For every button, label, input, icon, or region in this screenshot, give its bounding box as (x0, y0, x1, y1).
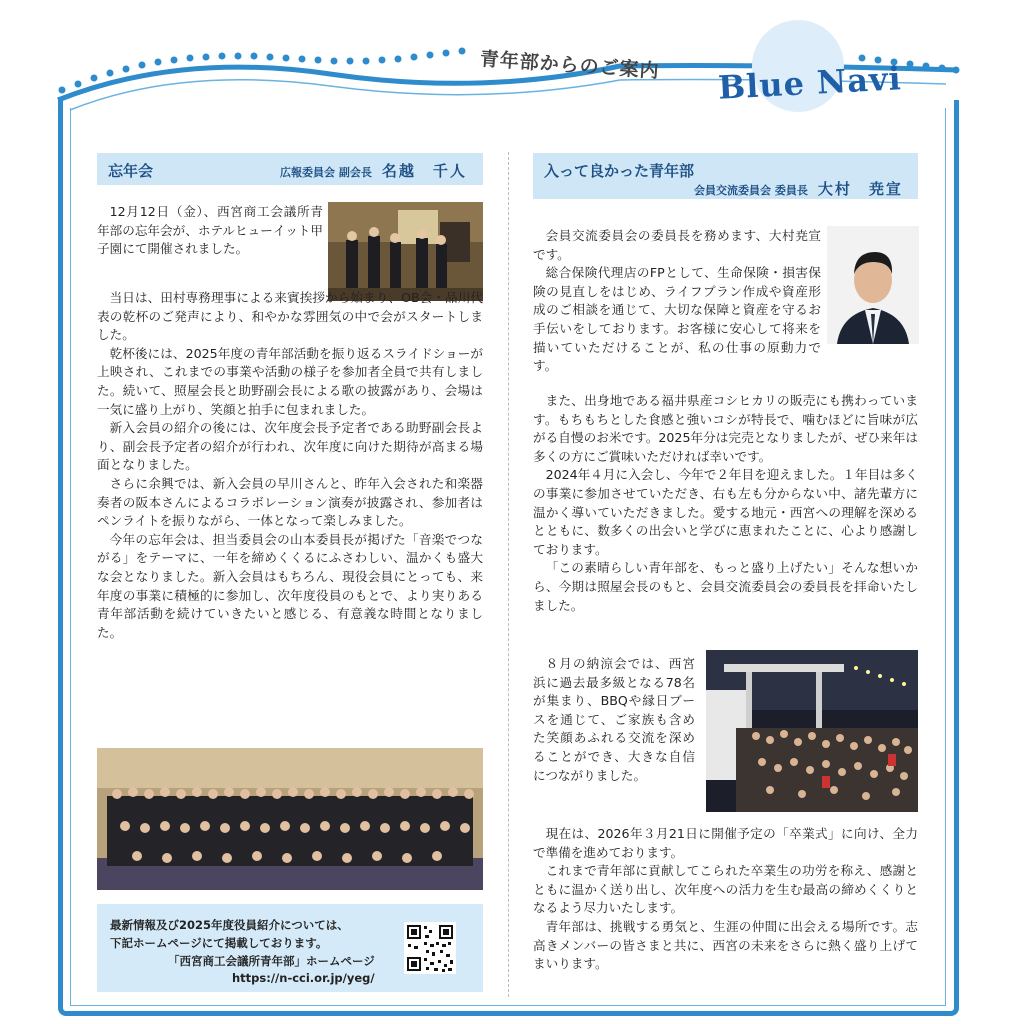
left-paragraph: さらに余興では、新入会員の早川さんと、昨年入会された和楽器奏者の阪本さんによるコラボレーション演奏が披露され、参加者はペンライトを振りながら、一体となって楽しみました。 (97, 475, 483, 529)
right-paragraph: 「この素晴らしい青年部を、もっと盛り上げたい」そんな想いから、今期は照屋会長のもと、会員交流委員会の委員長を拝命いたしました。 (533, 560, 918, 613)
left-byline-name: 名越 千人 (381, 162, 467, 180)
right-section-title: 入って良かった青年部 (544, 162, 695, 180)
left-paragraph: 新入会員の紹介の後には、次年度会長予定者である助野副会長より、副会長予定者の紹介が行われ、次年度に向けた期待が高まる場面となりました。 (97, 420, 483, 473)
info-line-1: 最新情報及び2025年度役員紹介については、 (110, 918, 349, 932)
left-paragraph: 当日は、田村専務理事による来賓挨拶から始まり、OB会・品川代表の乾杯のご発声により、和やかな雰囲気の中で会がスタートしました。 (97, 290, 483, 343)
info-line-3: 「西宮商工会議所青年部」ホームページ (168, 954, 375, 968)
right-paragraph: 会員交流委員会の委員長を務めます、大村尭宣です。 (533, 228, 821, 262)
info-url-link[interactable]: https://n-cci.or.jp/yeg/ (232, 971, 375, 985)
column-divider (508, 152, 509, 997)
left-paragraph: 乾杯後には、2025年度の青年部活動を振り返るスライドショーが上映され、これまでの事業や活動の様子を参加者全員で共有しました。続いて、照屋会長と助野副会長による歌の披露があり、会場は一気に盛り上がり、笑顔と拍手に包まれました。 (97, 345, 483, 417)
right-paragraph: 2024年４月に入会し、今年で２年目を迎えました。１年目は多くの事業に参加させていただき、右も左も分からない中、諸先輩方に温かく導いていただきました。愛する地元・西宮への理解を深めるとともに、数多くの出会いと学びに恵まれたことに、心より感謝しております。 (533, 467, 918, 557)
info-line-2: 下記ホームページにて掲載しております。 (110, 936, 328, 950)
right-body-text (533, 392, 918, 615)
bonenkai-performance-photo (328, 202, 483, 301)
right-paragraph: 総合保険代理店のFPとして、生命保険・損害保険の見直しをはじめ、ライフプラン作成や資産形成のご相談を通じて、大切な保障と資産を守るお手伝いをしております。お客様に安心して将来を描いていただけることが、私の仕事の原動力です。 (533, 265, 821, 374)
right-paragraph: これまで青年部に貢献してこられた卒業生の功労を称え、感謝とともに温かく送り出し、次年度への活力を生む最高の締めくくりとなるよう尽力いたします。 (533, 863, 918, 916)
header-subtitle: 青年部からのご案内 (479, 48, 661, 83)
right-wrap-text (533, 655, 695, 785)
right-intro-wrap (533, 227, 821, 376)
right-closing-text (533, 825, 918, 974)
right-paragraph: ８月の納涼会では、西宮浜に過去最多級となる78名が集まり、BBQや縁日ブースを通じて、ご家族も含めた笑顔あふれる交流を深めることができ、大きな自信につながりました。 (533, 656, 695, 783)
left-section-title: 忘年会 (108, 162, 154, 180)
right-section-byline (694, 178, 903, 199)
portrait-photo (827, 226, 919, 344)
right-byline-role: 会員交流委員会 委員長 (694, 184, 808, 197)
header-brand-title: Blue Navi (717, 59, 903, 107)
right-paragraph: 現在は、2026年３月21日に開催予定の「卒業式」に向け、全力で準備を進めております。 (533, 826, 918, 860)
left-paragraph: 12月12日（金）、西宮商工会議所青年部の忘年会が、ホテルヒューイット甲子園にて開催されました。 (97, 204, 323, 257)
left-byline-role: 広報委員会 副会長 (280, 166, 372, 179)
right-paragraph: また、出身地である福井県産コシヒカリの販売にも携わっています。もちもちとした食感と強いコシが特長で、噛むほどに旨味が広がる自慢のお米です。2025年分は完売となりましたが、ぜひ来年は多くの方にご賞味いただければ幸いです。 (533, 393, 918, 464)
left-section-byline (280, 160, 467, 181)
nouryoukai-bbq-photo (706, 650, 918, 812)
qr-code[interactable] (404, 922, 456, 974)
left-intro-wrap (97, 203, 323, 259)
left-paragraph: 今年の忘年会は、担当委員会の山本委員長が掲げた「音楽でつながる」をテーマに、一年を締めくくるにふさわしい、温かくも盛大な会となりました。新入会員はもちろん、現役会員にとっても、来年度の事業に積極的に参加し、次年度役員のもとで、より実りある青年部活動を続けていきたいと感じる、有意義な時間となりました。 (97, 531, 483, 640)
left-body-text (97, 289, 483, 642)
right-byline-name: 大村 尭宣 (817, 180, 903, 198)
group-photo (97, 748, 483, 890)
right-paragraph: 青年部は、挑戦する勇気と、生涯の仲間に出会える場所です。志高きメンバーの皆さまと共に、西宮の未来をさらに熱く盛り上げてまいります。 (533, 918, 918, 972)
